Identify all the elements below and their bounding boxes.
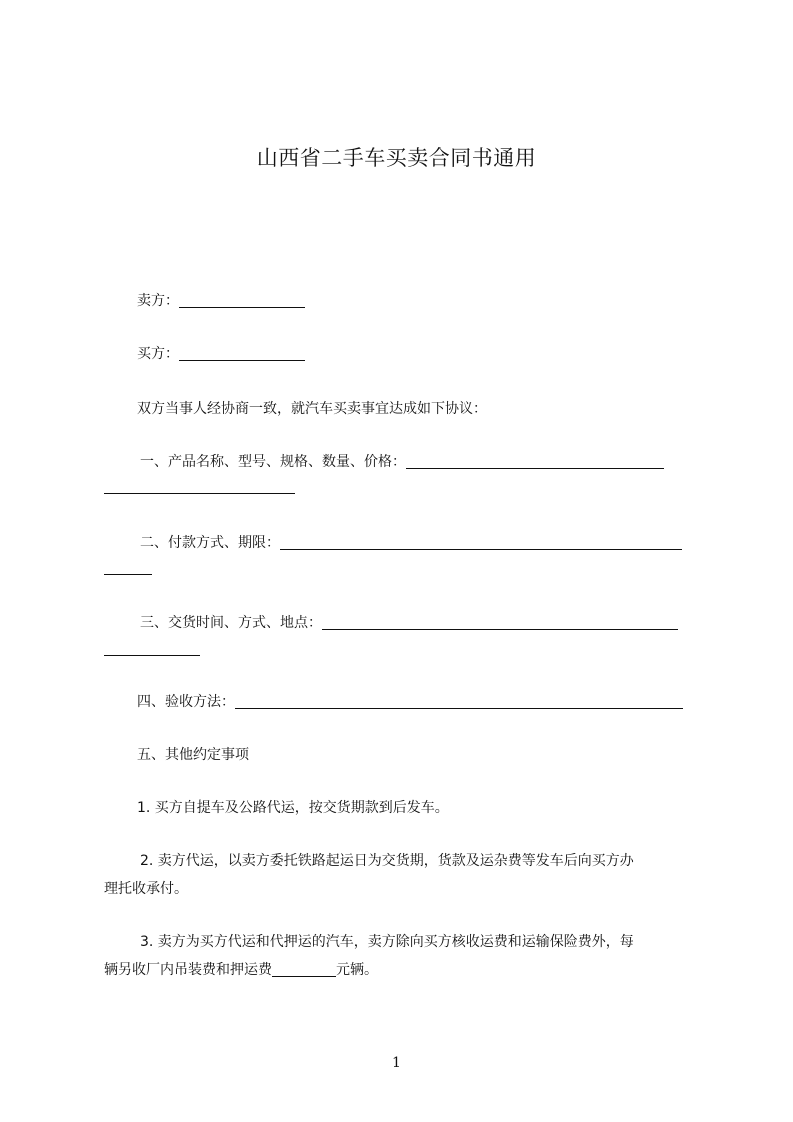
item-5-label: 五、其他约定事项 xyxy=(137,747,249,763)
item-4-line xyxy=(104,687,704,717)
clause-2-text-line1: 2. 卖方代运，以卖方委托铁路起运日为交货期，货款及运杂费等发车后向买方办 xyxy=(140,853,634,869)
item-1-blank xyxy=(406,452,664,469)
item-2-label: 二、付款方式、期限： xyxy=(140,535,280,551)
item-3-blank-continued xyxy=(104,654,200,656)
clause-3-text-line1: 3. 卖方为买方代运和代押运的汽车，卖方除向买方核收运费和运输保险费外，每 xyxy=(140,934,634,950)
clause-3-text-line2-suffix: 元辆。 xyxy=(336,962,378,978)
buyer-line xyxy=(104,339,704,369)
clause-2-continued xyxy=(104,874,704,904)
buyer-label: 买方： xyxy=(137,346,179,362)
clause-3-continued xyxy=(104,955,704,985)
seller-label: 卖方： xyxy=(137,293,179,309)
clause-2 xyxy=(104,846,704,876)
item-3-label: 三、交货时间、方式、地点： xyxy=(140,615,322,631)
item-3-line xyxy=(104,608,704,638)
clause-3-text-line2-prefix: 辆另收厂内吊装费和押运费 xyxy=(104,962,272,978)
item-2-blank-continued xyxy=(104,573,152,575)
seller-line xyxy=(104,286,704,316)
item-3-blank xyxy=(322,613,678,630)
clause-1 xyxy=(104,793,704,823)
buyer-blank xyxy=(179,344,305,361)
item-1-line xyxy=(104,447,704,477)
item-2-line xyxy=(104,528,704,558)
fee-blank xyxy=(272,960,336,977)
seller-blank xyxy=(179,291,305,308)
clause-3 xyxy=(104,927,704,957)
intro-text: 双方当事人经协商一致，就汽车买卖事宜达成如下协议： xyxy=(137,401,487,417)
document-title: 山西省二手车买卖合同书通用 xyxy=(256,146,537,170)
item-2-blank xyxy=(280,533,682,550)
item-5-line xyxy=(104,740,704,770)
intro-paragraph xyxy=(104,394,704,424)
item-4-label: 四、验收方法： xyxy=(137,694,235,710)
item-1-blank-continued xyxy=(104,492,295,494)
item-4-blank xyxy=(235,692,683,709)
page-number: 1 xyxy=(392,1055,401,1071)
clause-2-text-line2: 理托收承付。 xyxy=(104,881,188,897)
clause-1-text: 1. 买方自提车及公路代运，按交货期款到后发车。 xyxy=(137,800,449,816)
item-1-label: 一、产品名称、型号、规格、数量、价格： xyxy=(140,454,406,470)
